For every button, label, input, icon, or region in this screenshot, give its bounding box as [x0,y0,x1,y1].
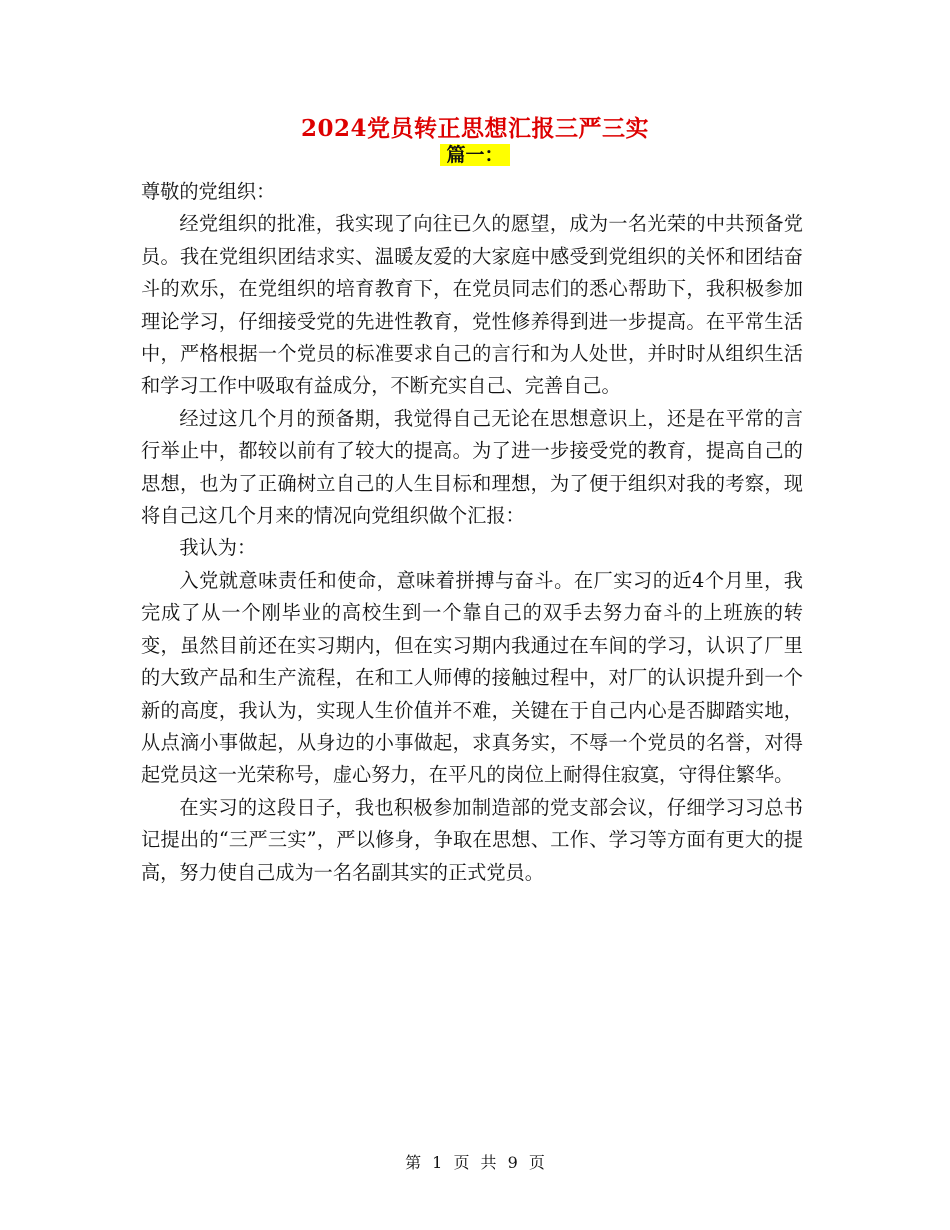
section-label: 篇一： [440,144,509,166]
salutation: 尊敬的党组织： [141,180,276,203]
paragraph-4: 入党就意味责任和使命，意味着拼搏与奋斗。在厂实习的近4个月里，我完成了从一个刚毕业的高校生到一个靠自己的双手去努力奋斗的上班族的转变，虽然目前还在实习期内，但在实习期内我通过在车间的学习，认识了厂里的大致产品和生产流程，在和工人师傅的接触过程中，对厂的认识提升到一个新的高度，我认为，实现人生价值并不难，关键在于自己内心是否脚踏实地，从点滴小事做起，从身边的小事做起，求真务实，不辱一个党员的名誉，对得起党员这一光荣称号，虚心努力，在平凡的岗位上耐得住寂寞，守得住繁华。 [141,568,803,787]
paragraph-1: 经党组织的批准，我实现了向往已久的愿望，成为一名光荣的中共预备党员。我在党组织团结求实、温暖友爱的大家庭中感受到党组织的关怀和团结奋斗的欢乐，在党组织的培育教育下，在党员同志们的悉心帮助下，我积极参加理论学习，仔细接受党的先进性教育，党性修养得到进一步提高。在平常生活中，严格根据一个党员的标准要求自己的言行和为人处世，并时时从组织生活和学习工作中吸取有益成分，不断充实自己、完善自己。 [141,212,803,398]
document-body [141,176,803,889]
paragraph-3: 我认为： [179,536,257,560]
paragraph-2: 经过这几个月的预备期，我觉得自己无论在思想意识上，还是在平常的言行举止中，都较以前有了较大的提高。为了进一步接受党的教育，提高自己的思想，也为了正确树立自己的人生目标和理想，为了便于组织对我的考察，现将自己这几个月来的情况向党组织做个汇报： [141,406,803,528]
page-footer: 第 1 页 共 9 页 [405,1153,545,1172]
section-heading [0,144,950,168]
document-title: 2024党员转正思想汇报三严三实 [300,115,649,142]
paragraph-5: 在实习的这段日子，我也积极参加制造部的党支部会议，仔细学习习总书记提出的“三严三实”，严以修身，争取在思想、工作、学习等方面有更大的提高，努力使自己成为一名名副其实的正式党员。 [141,795,803,884]
